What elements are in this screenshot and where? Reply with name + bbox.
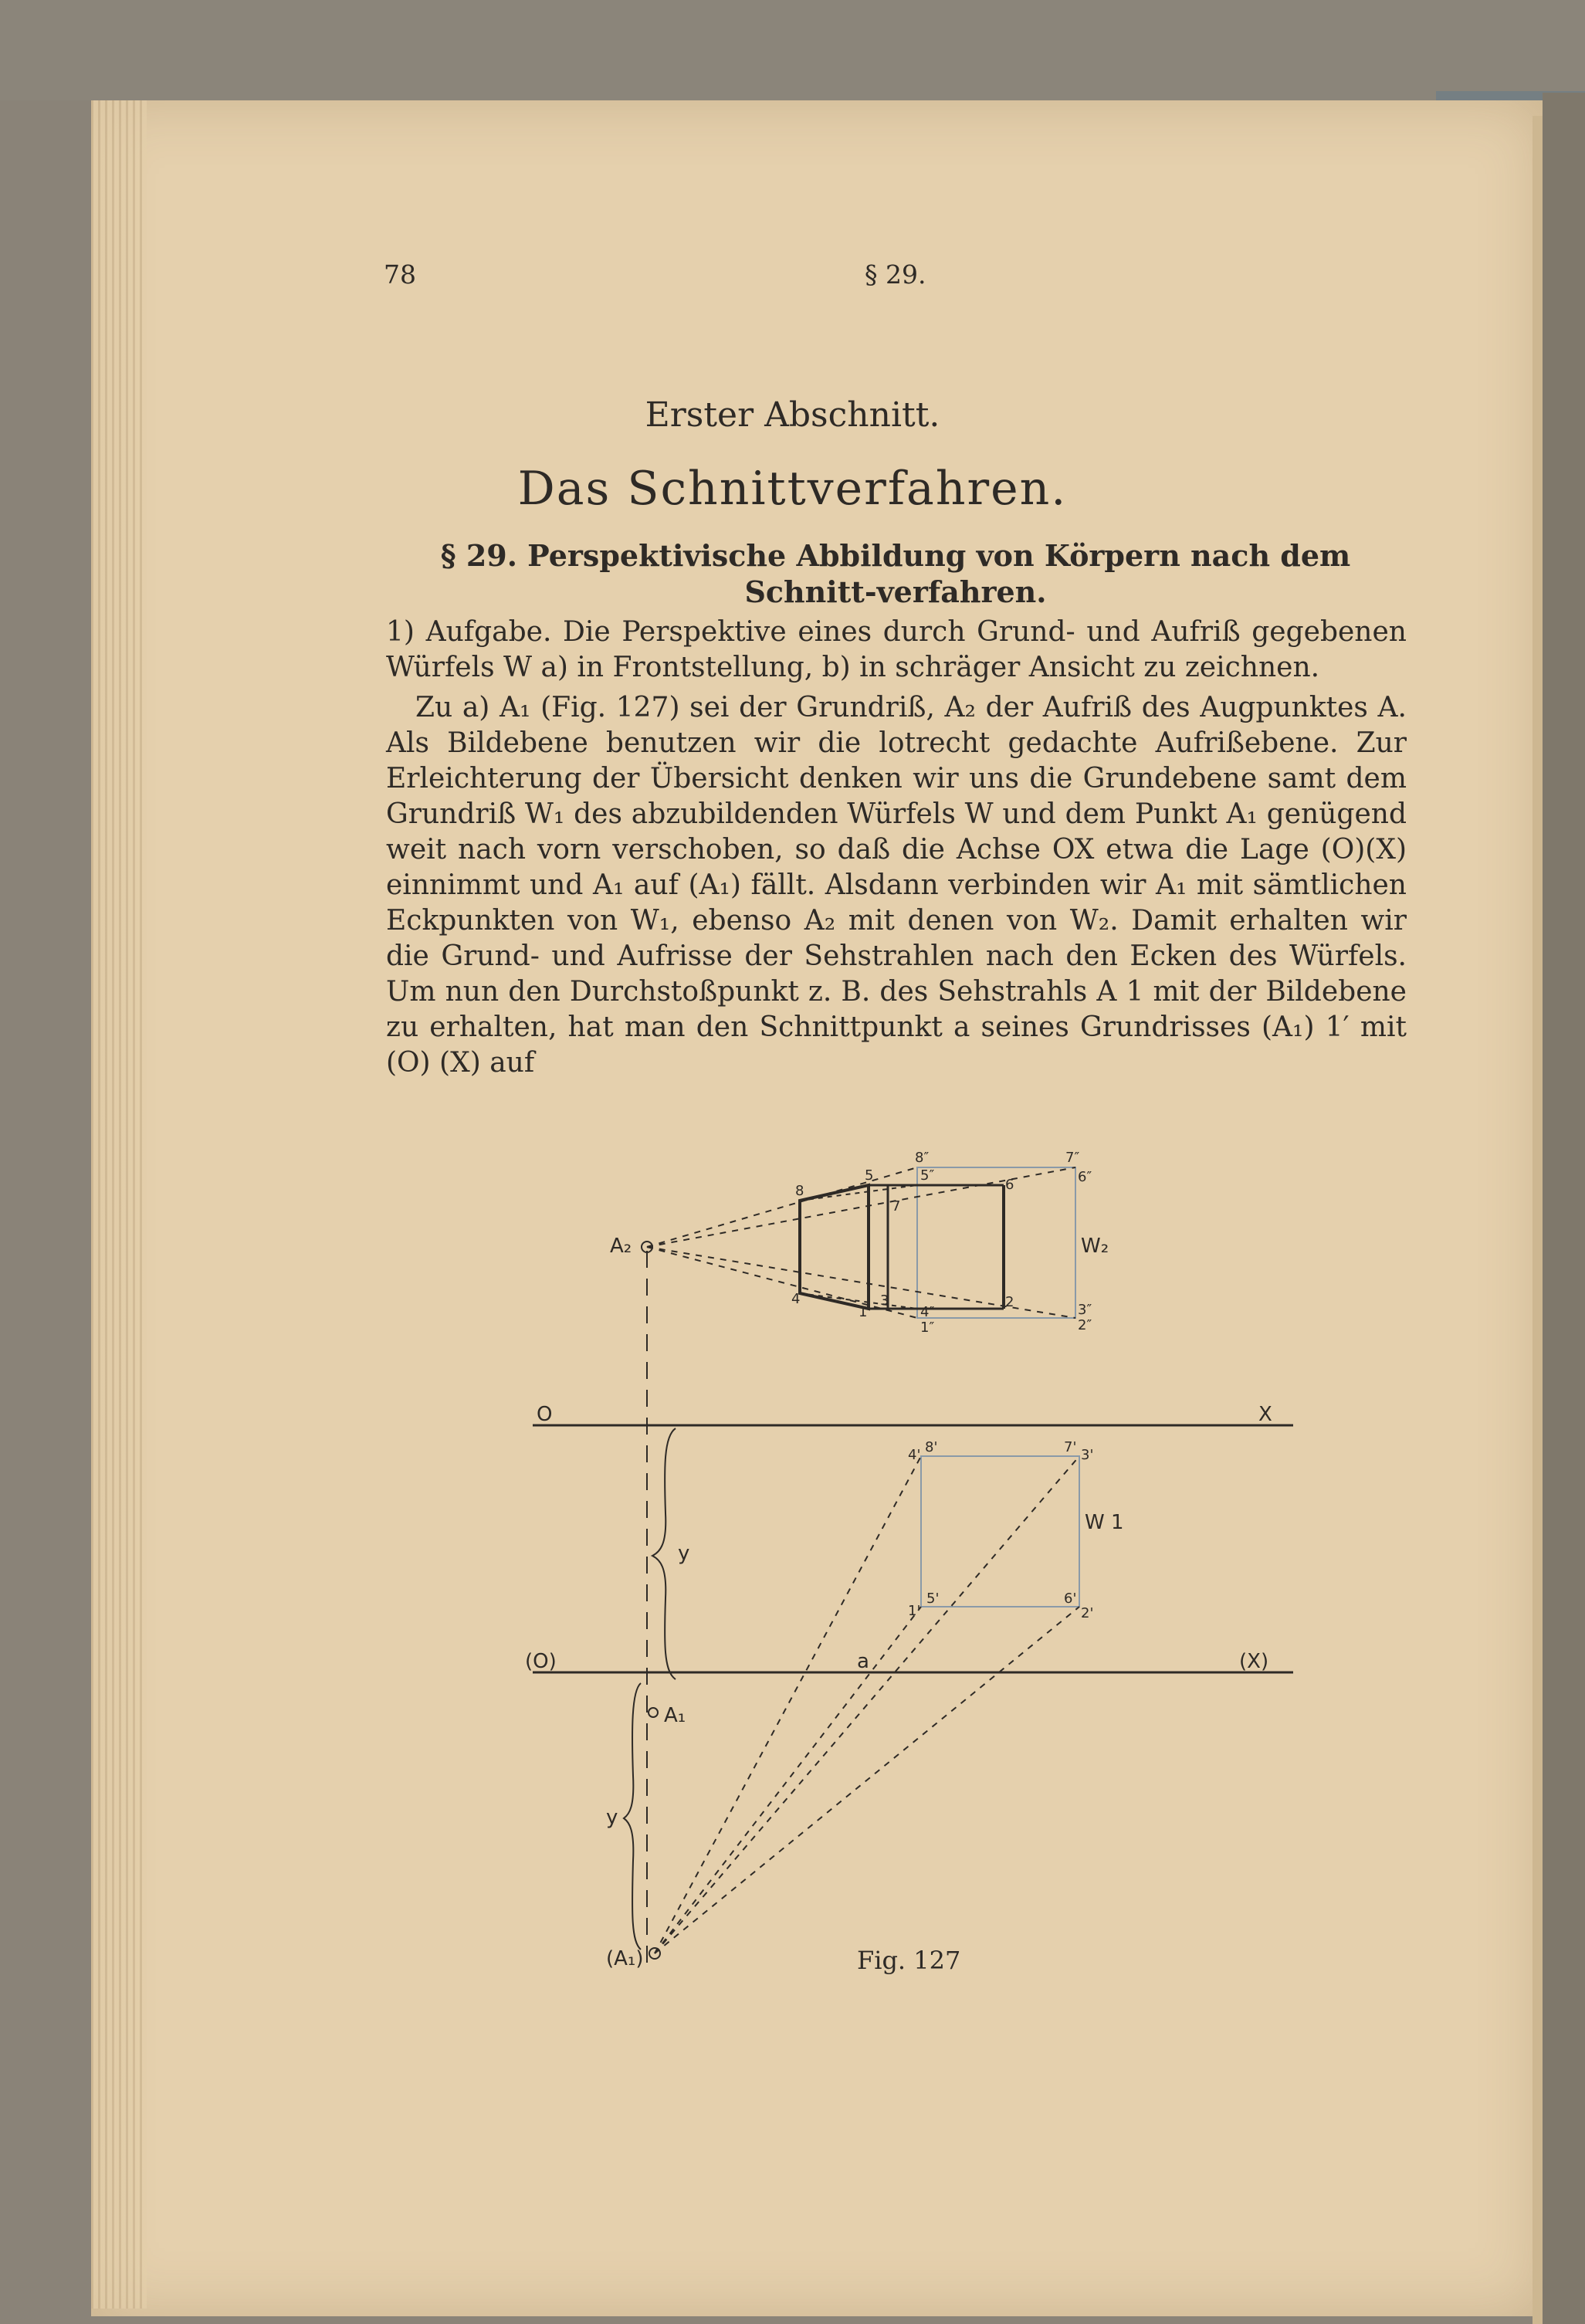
- part-heading: Erster Abschnitt.: [645, 395, 940, 435]
- label-p2: 2: [1005, 1294, 1014, 1310]
- label-a2: A₂: [610, 1235, 632, 1258]
- label-p6p: 6': [1064, 1591, 1077, 1607]
- label-y-upper: y: [678, 1542, 690, 1565]
- paragraph-solution: Zu a) A₁ (Fig. 127) sei der Grundriß, A₂ der Aufriß des Augpunktes A. Als Bildebene benutzen wir die lotrecht gedachte Aufrißebene. Zur Erleichterung der Übersicht denken wir uns die Grundebene samt dem Grundriß W₁ des abzubildenden Würfels W und dem Punkt A₁ genügend weit nach vorn verschoben, so daß die Achse OX etwa die Lage (O)(X) einnimmt und A₁ auf (A₁) fällt. Alsdann verbinden wir A₁ mit sämtlichen Eckpunkten von W₁, ebenso A₂ mit denen von W₂. Damit erhalten wir die Grund- und Aufrisse der Sehstrahlen nach den Ecken des Würfels. Um nun den Durchstoßpunkt z. B. des Sehstrahls A 1 mit der Bildebene zu erhalten, hat man den Schnittpunkt a seines Grundrisses (A₁) 1′ mit (O) (X) auf: [386, 692, 1407, 1079]
- label-p3p: 3': [1081, 1447, 1094, 1463]
- figure-caption: Fig. 127: [857, 1946, 961, 1975]
- perspective-left-face: [800, 1185, 869, 1309]
- label-w2: W₂: [1081, 1235, 1109, 1258]
- label-o: O: [537, 1403, 553, 1426]
- label-x-shifted: (X): [1239, 1650, 1269, 1673]
- section-heading: § 29. Perspektivische Abbildung von Körpern nach dem Schnitt-verfahren.: [440, 538, 1351, 609]
- label-p8pp: 8″: [915, 1150, 930, 1166]
- label-o-shifted: (O): [525, 1650, 557, 1673]
- label-p1: 1: [859, 1304, 868, 1320]
- running-header: § 29.: [865, 259, 926, 290]
- label-p5pp: 5″: [920, 1167, 935, 1184]
- paragraph-aufgabe: 1) Aufgabe. Die Perspektive eines durch Grund- und Aufriß gegebenen Würfels W a) in Frontstellung, b) in schräger Ansicht zu zeichnen.: [386, 616, 1407, 683]
- brace-y-upper: [652, 1428, 676, 1679]
- label-p2p: 2': [1081, 1605, 1094, 1621]
- label-p5p: 5': [926, 1591, 940, 1607]
- label-p7p: 7': [1064, 1439, 1077, 1455]
- page-number: 78: [384, 259, 416, 290]
- brace-y-lower: [624, 1683, 641, 1950]
- label-p1p: 1': [908, 1603, 921, 1619]
- w1-square: [921, 1456, 1079, 1607]
- chapter-title: Das Schnittverfahren.: [517, 462, 1068, 516]
- label-x: X: [1258, 1403, 1272, 1426]
- label-p6pp: 6″: [1078, 1169, 1092, 1185]
- label-w1: W 1: [1085, 1511, 1124, 1534]
- label-p7: 7: [892, 1198, 901, 1215]
- label-p4p: 4': [908, 1447, 921, 1463]
- label-p5: 5: [865, 1167, 874, 1184]
- point-a1: [649, 1708, 658, 1717]
- label-a: a: [857, 1650, 869, 1673]
- label-p8: 8: [795, 1183, 804, 1199]
- label-p3pp: 3″: [1078, 1302, 1092, 1318]
- label-y-lower: y: [606, 1806, 618, 1829]
- label-a1: A₁: [664, 1704, 686, 1727]
- label-a1-shifted: (A₁): [606, 1947, 644, 1970]
- label-p7pp: 7″: [1065, 1150, 1080, 1166]
- label-p3: 3: [880, 1292, 889, 1309]
- label-p1pp: 1″: [920, 1320, 935, 1336]
- label-p4: 4: [791, 1291, 801, 1307]
- label-p4pp: 4″: [920, 1304, 935, 1320]
- label-p6: 6: [1005, 1177, 1014, 1193]
- label-p8p: 8': [925, 1439, 938, 1455]
- label-p2pp: 2″: [1078, 1317, 1092, 1333]
